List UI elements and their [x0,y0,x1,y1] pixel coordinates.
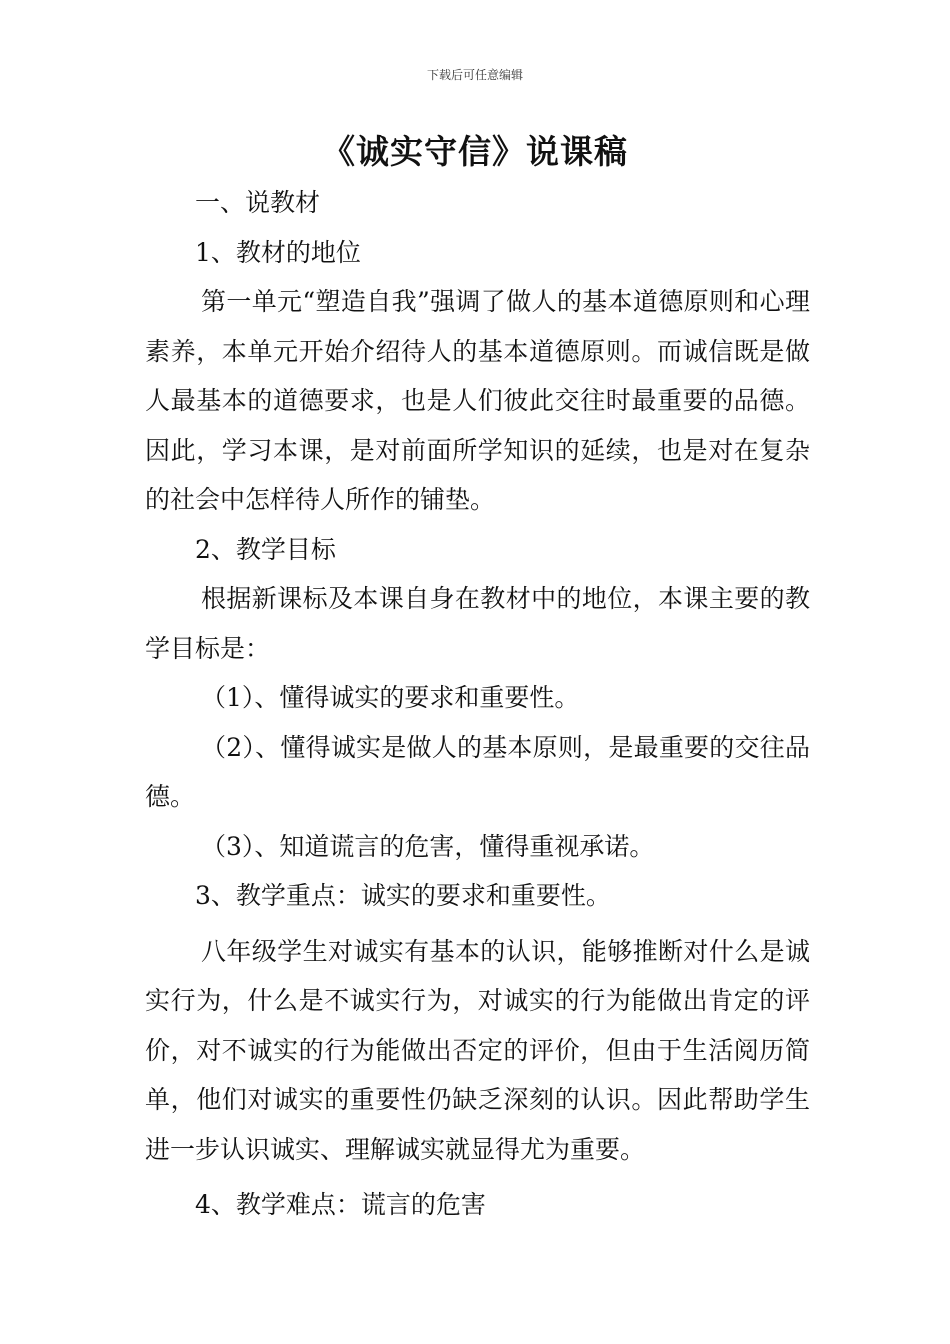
paragraph-textbook-position: 第一单元“塑造自我”强调了做人的基本道德原则和心理素养，本单元开始介绍待人的基本道德原则。而诚信既是做人最基本的道德要求，也是人们彼此交往时最重要的品德。因此，学习本课，是对前面所学知识的延续，也是对在复杂的社会中怎样待人所作的铺垫。 [145,287,810,514]
goal-item-1: （1）、懂得诚实的要求和重要性。 [201,683,580,712]
item-heading-3: 3、教学重点：诚实的要求和重要性。 [195,881,611,910]
goal-item-3: （3）、知道谎言的危害，懂得重视承诺。 [201,831,655,861]
item-heading-1: 1、教材的地位 [195,237,361,267]
page-header-note: 下载后可任意编辑 [426,68,523,82]
paragraph-teaching-goals-intro: 根据新课标及本课自身在教材中的地位，本课主要的教学目标是： [145,584,810,663]
item-heading-2: 2、教学目标 [195,534,336,564]
paragraph-key-point: 八年级学生对诚实有基本的认识，能够推断对什么是诚实行为，什么是不诚实行为，对诚实的行为能做出肯定的评价，对不诚实的行为能做出否定的评价，但由于生活阅历简单，他们对诚实的重要性仍缺乏深刻的认识。因此帮助学生进一步认识诚实、理解诚实就显得尤为重要。 [145,936,810,1164]
goal-item-2: （2）、懂得诚实是做人的基本原则，是最重要的交往品德。 [145,732,810,811]
document-body [145,178,810,1230]
document-title: 《诚实守信》说课稿 [322,132,628,171]
item-heading-4: 4、教学难点：谎言的危害 [195,1190,486,1219]
section-heading-1: 一、说教材 [195,188,321,217]
